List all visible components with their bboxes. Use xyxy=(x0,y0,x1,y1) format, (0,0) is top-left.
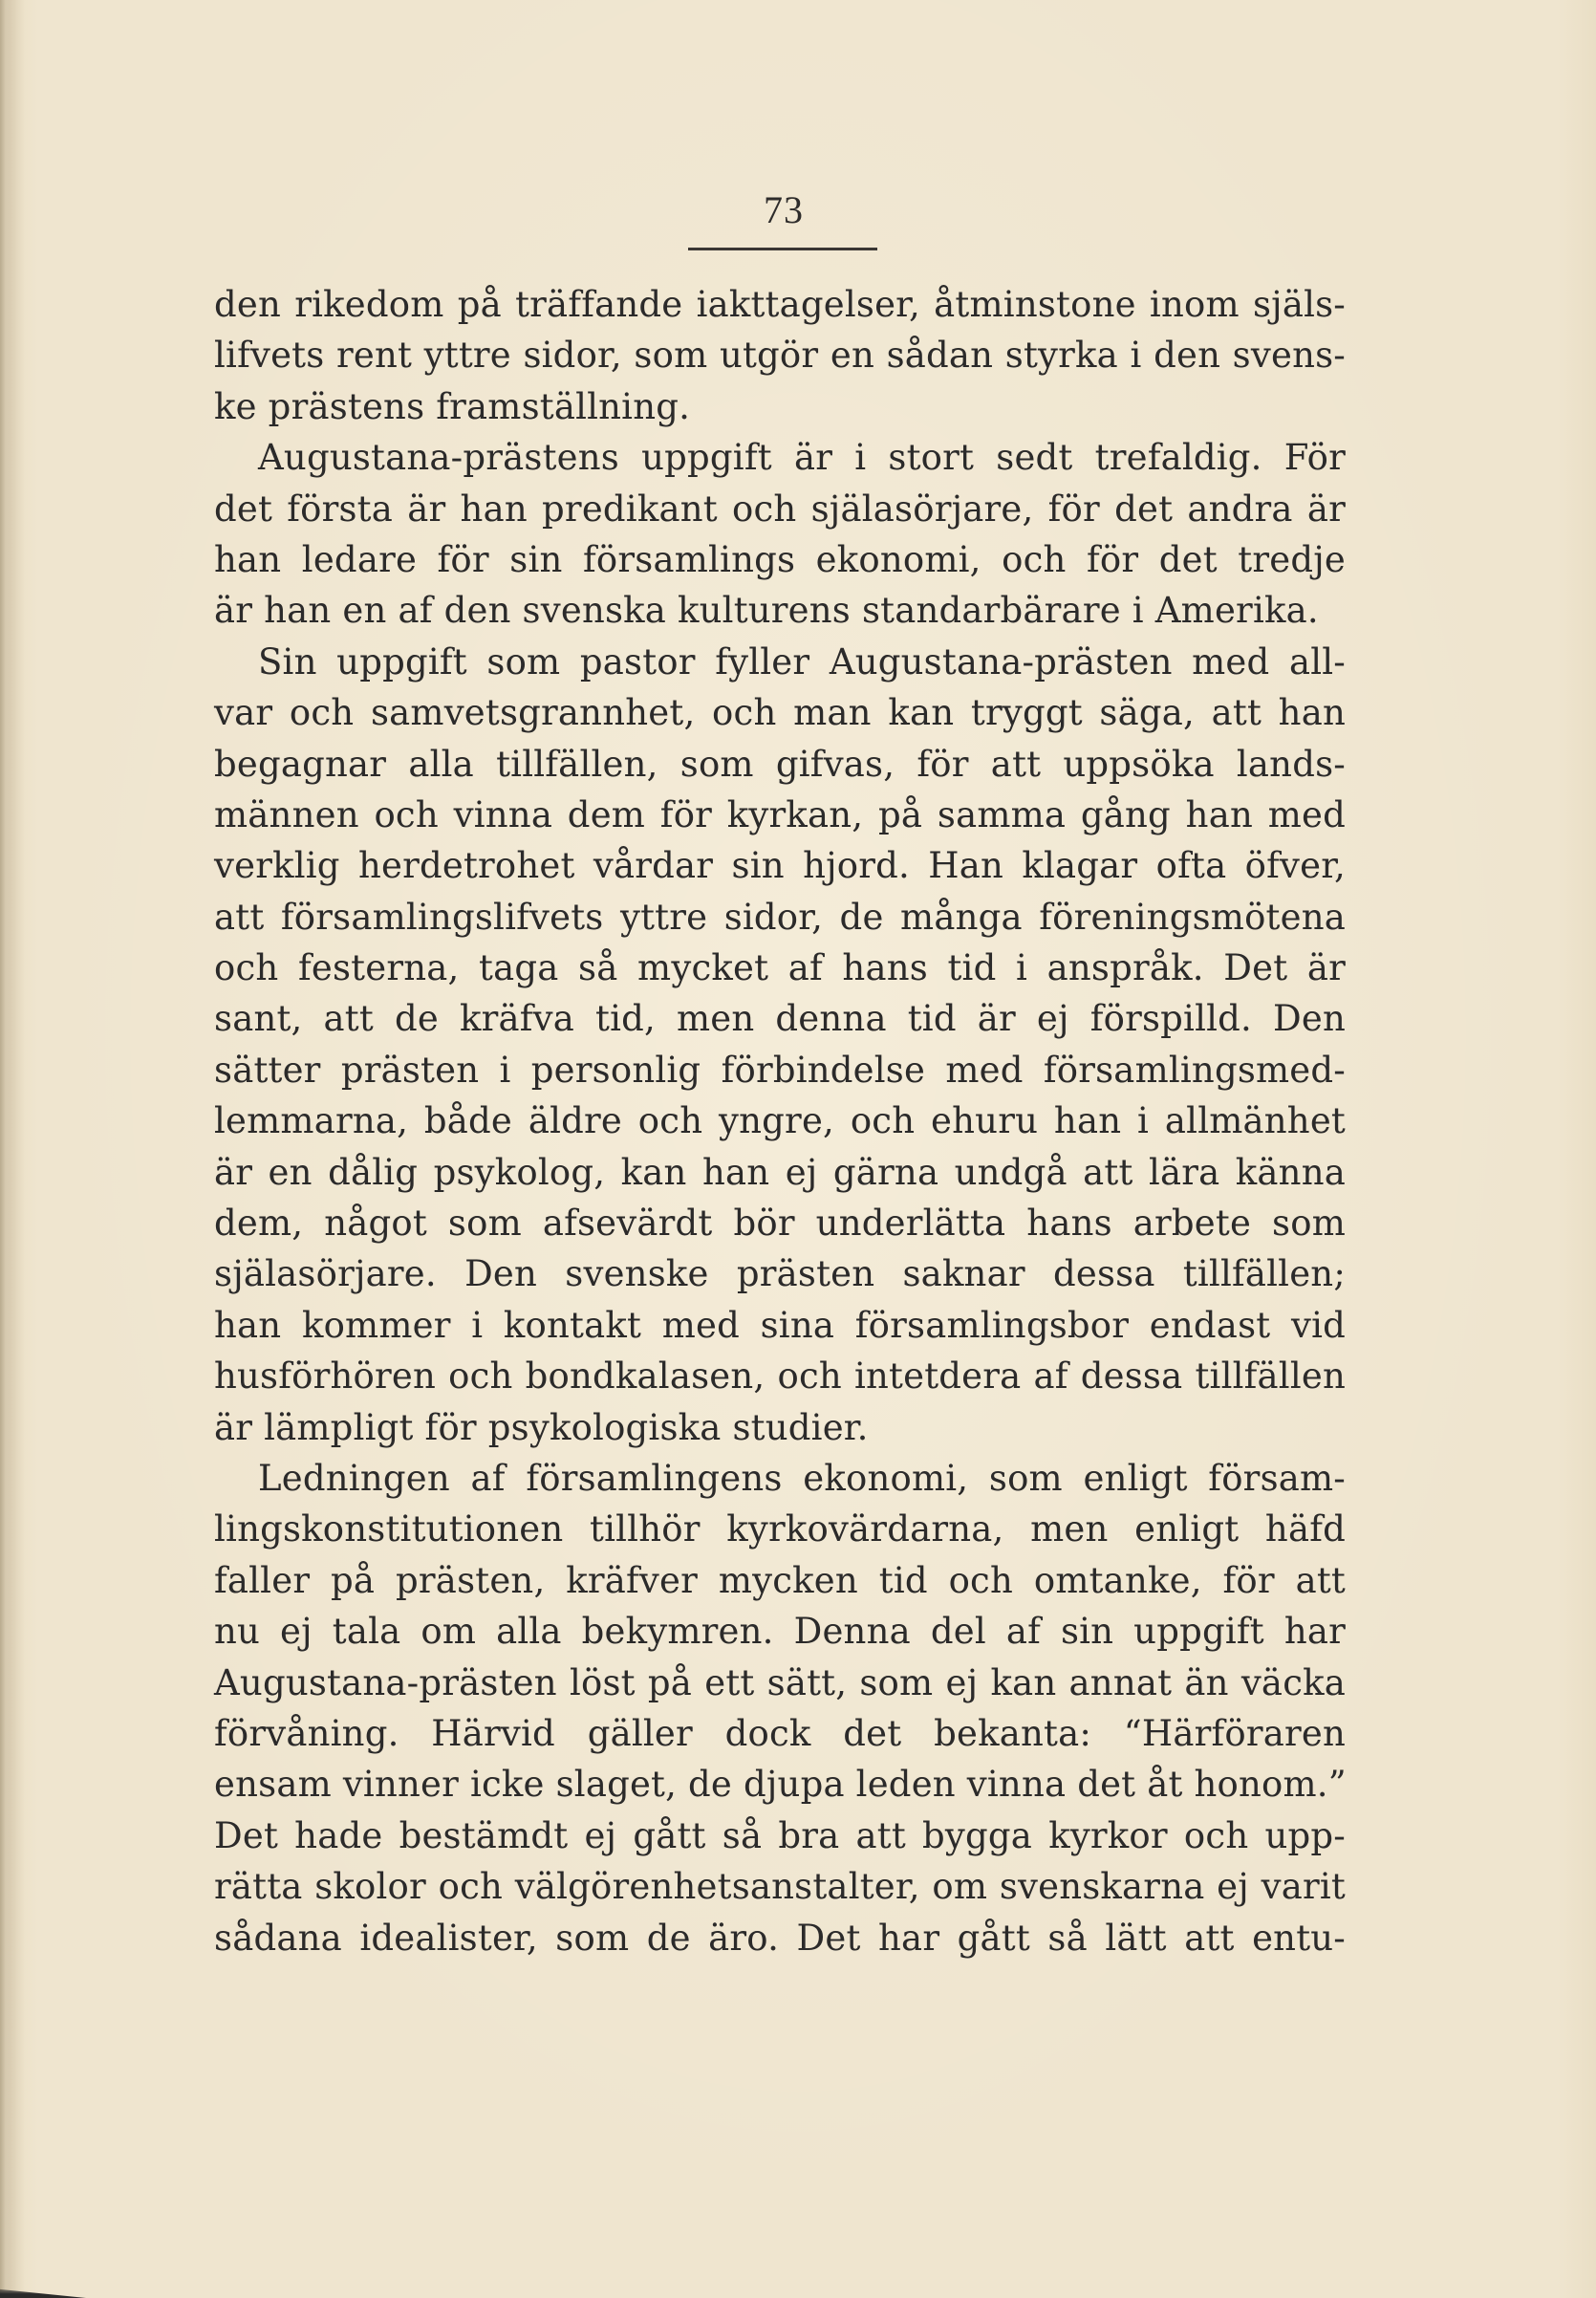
text-line: Augustana-prästen löst på ett sätt, som ej kan annat än väcka xyxy=(214,1661,1346,1703)
text-line: nu ej tala om alla bekymren. Denna del af sin uppgift har xyxy=(214,1611,1346,1653)
text-line: det första är han predikant och själasörjare, för det andra är xyxy=(214,488,1346,530)
text-line: är lämpligt för psykologiska studier. xyxy=(214,1406,869,1448)
text-line: han kommer i kontakt med sina församlingsbor endast vid xyxy=(214,1304,1346,1346)
body-text xyxy=(214,279,1346,1963)
text-line: begagnar alla tillfällen, som gifvas, för att uppsöka lands- xyxy=(214,743,1346,785)
text-line: dem, något som afsevärdt bör underlätta hans arbete som xyxy=(214,1203,1346,1245)
text-line: sätter prästen i personlig förbindelse med församlingsmed- xyxy=(214,1049,1346,1091)
text-line: ke prästens framställning. xyxy=(214,385,691,427)
text-line: ensam vinner icke slaget, de djupa leden vinna det åt honom.” xyxy=(214,1764,1347,1806)
text-line: rätta skolor och välgörenhetsanstalter, om svenskarna ej varit xyxy=(214,1866,1346,1908)
paragraph-start-line: Augustana-prästens uppgift är i stort sedt trefaldig. För xyxy=(258,437,1346,479)
page-number: 73 xyxy=(764,188,804,231)
paragraph-start-line: Ledningen af församlingens ekonomi, som enligt försam- xyxy=(258,1457,1346,1499)
text-line: själasörjare. Den svenske prästen saknar dessa tillfällen; xyxy=(214,1253,1346,1295)
text-line: faller på prästen, kräfver mycken tid och omtanke, för att xyxy=(214,1559,1346,1601)
text-line: männen och vinna dem för kyrkan, på samma gång han med xyxy=(214,793,1346,835)
text-line: att församlingslifvets yttre sidor, de många föreningsmötena xyxy=(214,896,1346,938)
text-line: sant, att de kräfva tid, men denna tid är ej förspilld. Den xyxy=(214,998,1346,1040)
text-line: verklig herdetrohet vårdar sin hjord. Han klagar ofta öfver, xyxy=(214,845,1346,887)
text-line: förvåning. Härvid gäller dock det bekanta: “Härföraren xyxy=(214,1712,1346,1754)
text-line: är en dålig psykolog, kan han ej gärna undgå att lära känna xyxy=(214,1151,1346,1193)
text-line: Det hade bestämdt ej gått så bra att bygga kyrkor och upp- xyxy=(214,1814,1346,1856)
text-line: var och samvetsgrannhet, och man kan tryggt säga, att han xyxy=(214,692,1346,734)
text-line: lingskonstitutionen tillhör kyrkovärdarna, men enligt häfd xyxy=(214,1508,1346,1550)
page-binding-edge xyxy=(0,0,25,2298)
text-line: han ledare för sin församlings ekonomi, och för det tredje xyxy=(214,538,1346,580)
header-rule xyxy=(688,248,877,250)
paragraph-start-line: Sin uppgift som pastor fyller Augustana-prästen med all- xyxy=(258,640,1346,683)
text-line: den rikedom på träffande iakttagelser, åtminstone inom själs- xyxy=(214,284,1346,325)
text-line: är han en af den svenska kulturens standarbärare i Amerika. xyxy=(214,590,1319,632)
text-line: husförhören och bondkalasen, och intetdera af dessa tillfällen xyxy=(214,1355,1346,1398)
text-line: lemmarna, både äldre och yngre, och ehuru han i allmänhet xyxy=(214,1100,1346,1142)
text-line: sådana idealister, som de äro. Det har gått så lätt att entu- xyxy=(214,1917,1346,1959)
text-line: lifvets rent yttre sidor, som utgör en sådan styrka i den svens- xyxy=(214,335,1346,377)
text-line: och festerna, taga så mycket af hans tid i anspråk. Det är xyxy=(214,947,1346,989)
